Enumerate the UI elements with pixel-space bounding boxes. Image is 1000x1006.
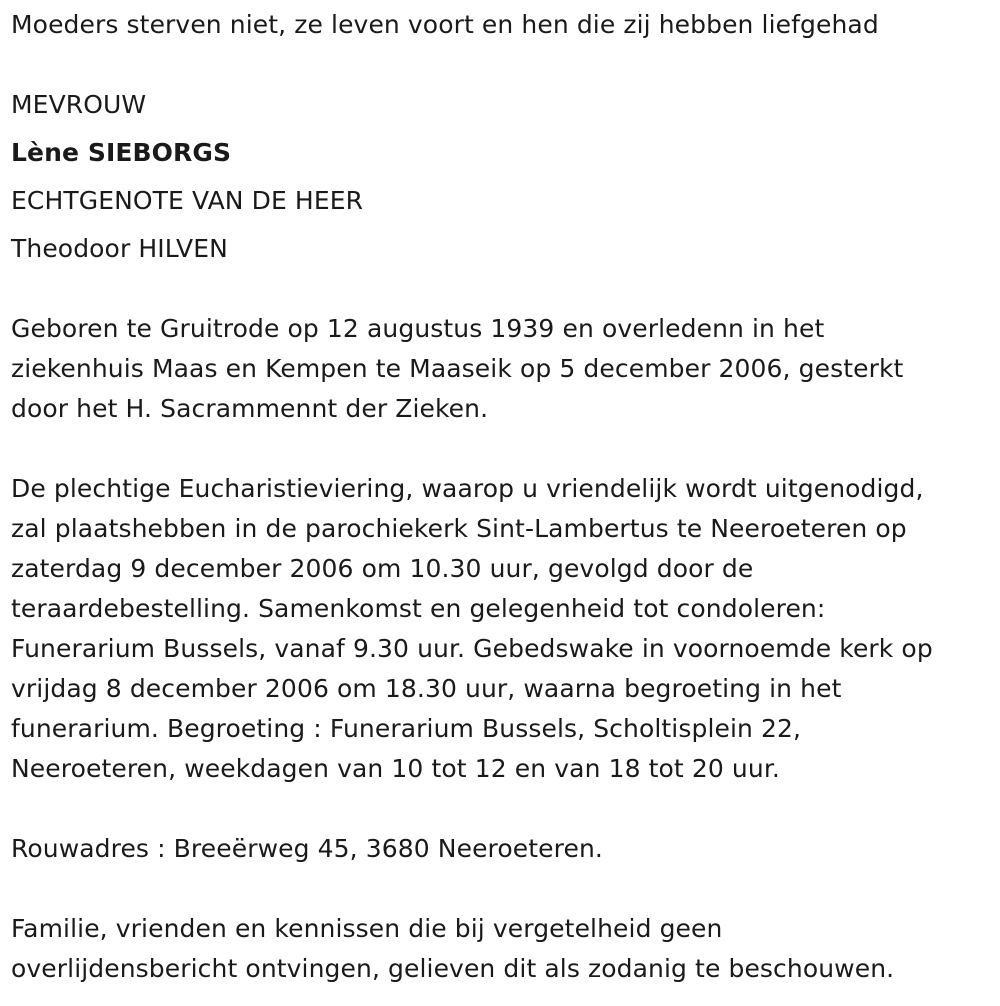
ceremony-line-3: zaterdag 9 december 2006 om 10.30 uur, gevolgd door de	[11, 554, 754, 583]
deceased-name: Lène SIEBORGS	[11, 138, 232, 167]
address-line: Rouwadres : Breeërweg 45, 3680 Neeroeteren.	[11, 834, 603, 863]
spouse-name: Theodoor HILVEN	[11, 234, 228, 263]
ceremony-line-8: Neeroeteren, weekdagen van 10 tot 12 en van 18 tot 20 uur.	[11, 754, 780, 783]
birth-line-2: ziekenhuis Maas en Kempen te Maaseik op 5 december 2006, gesterkt	[11, 354, 904, 383]
ceremony-line-2: zal plaatshebben in de parochiekerk Sint-Lambertus te Neeroeteren op	[11, 514, 907, 543]
motto: Moeders sterven niet, ze leven voort en hen die zij hebben liefgehad	[11, 10, 879, 39]
ceremony-line-5: Funerarium Bussels, vanaf 9.30 uur. Gebedswake in voornoemde kerk op	[11, 634, 933, 663]
closing-line-2: overlijdensbericht ontvingen, gelieven dit als zodanig te beschouwen.	[11, 954, 895, 983]
ceremony-line-7: funerarium. Begroeting : Funerarium Bussels, Scholtisplein 22,	[11, 714, 802, 743]
ceremony-line-1: De plechtige Eucharistieviering, waarop u vriendelijk wordt uitgenodigd,	[11, 474, 924, 503]
closing-line-1: Familie, vrienden en kennissen die bij vergetelheid geen	[11, 914, 723, 943]
birth-line-1: Geboren te Gruitrode op 12 augustus 1939 en overledenn in het	[11, 314, 825, 343]
birth-line-3: door het H. Sacrammennt der Zieken.	[11, 394, 489, 423]
ceremony-line-4: teraardebestelling. Samenkomst en gelegenheid tot condoleren:	[11, 594, 826, 623]
ceremony-line-6: vrijdag 8 december 2006 om 18.30 uur, waarna begroeting in het	[11, 674, 842, 703]
relation-line: ECHTGENOTE VAN DE HEER	[11, 186, 364, 215]
title-line: MEVROUW	[11, 90, 147, 119]
